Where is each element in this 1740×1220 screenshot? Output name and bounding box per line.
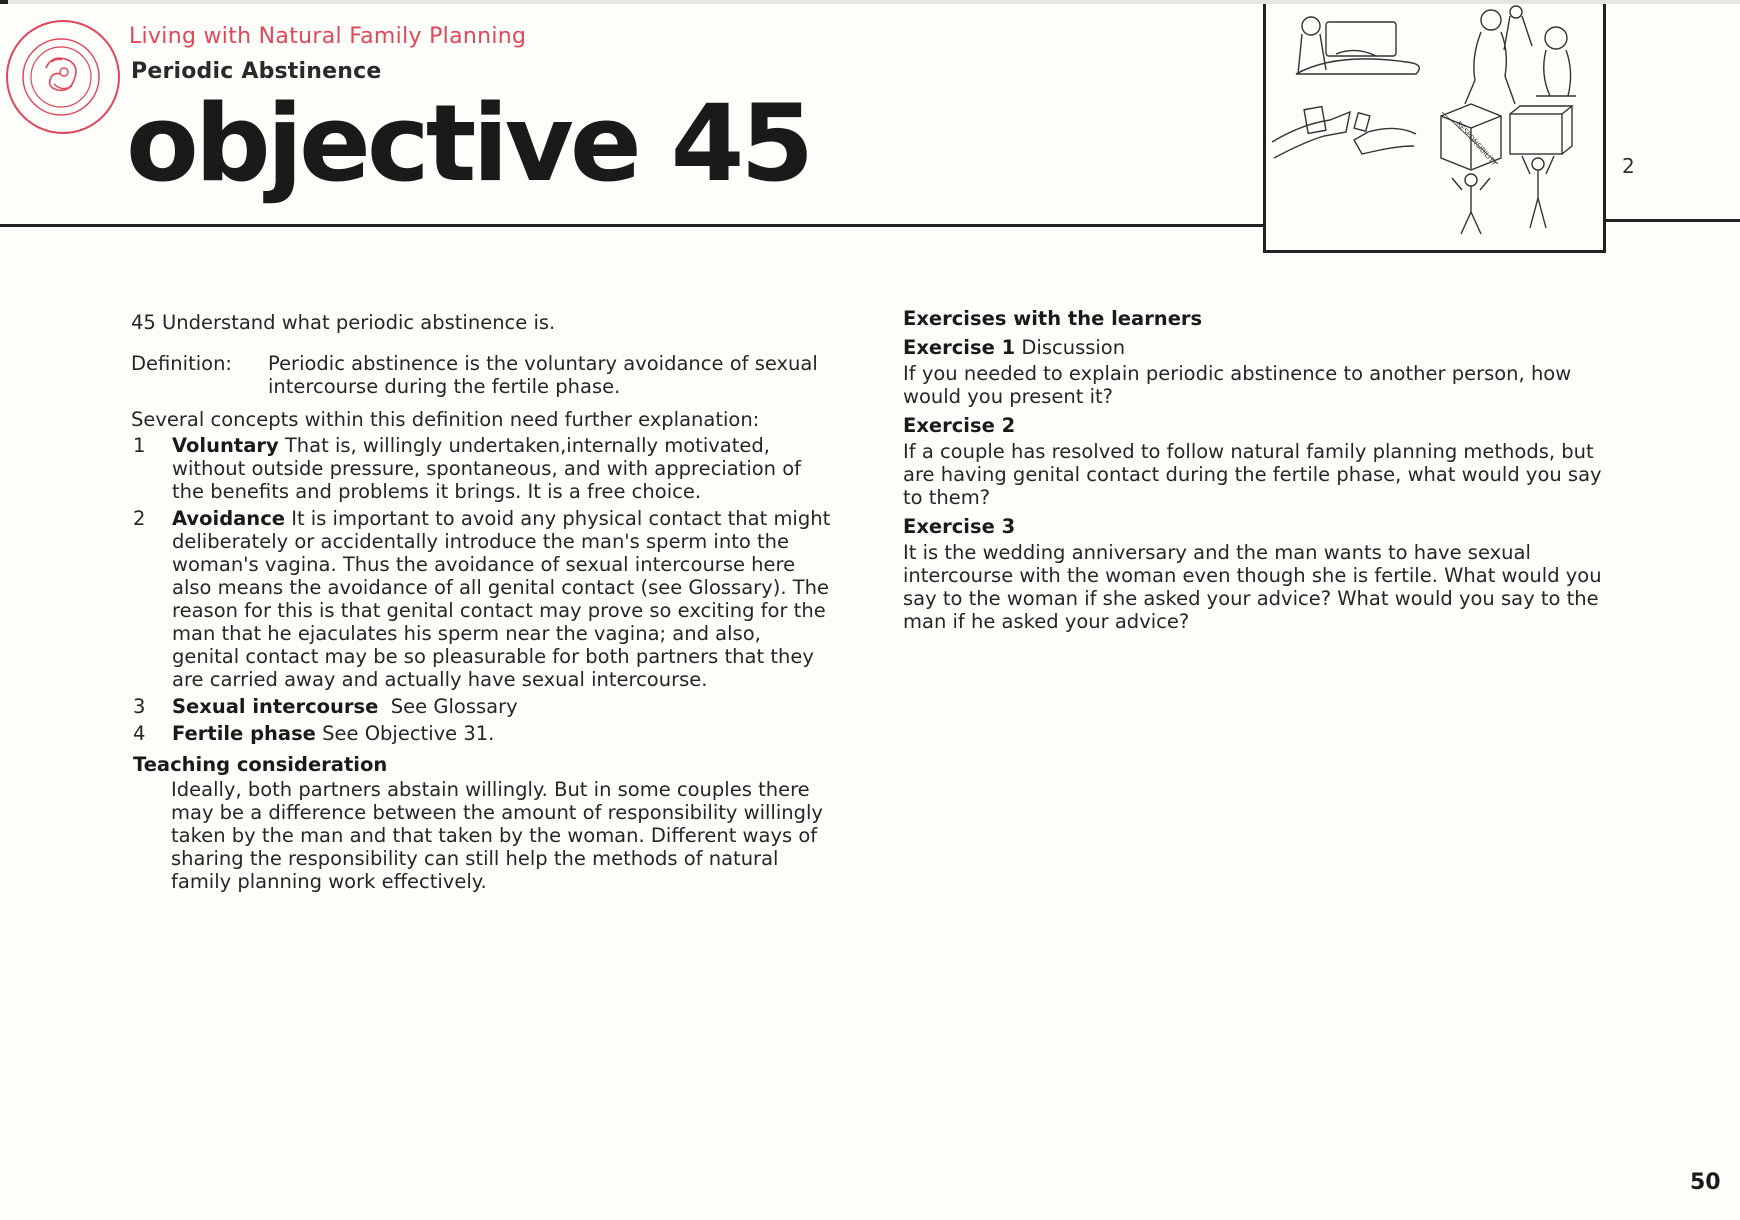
exercises-heading: Exercises with the learners — [903, 307, 1203, 330]
item-text: It is important to avoid any physical contact that might deliberately or accidentally introduce the man's sperm into the woman's vagina. Thus the avoidance of sexual intercourse here also means the avoidance of all genital contact (see Glossary). The reason for this is that genital contact may prove so exciting for the man that he ejaculates his sperm near the vagina; and also, genital contact may be so pleasurable for both partners that they are carried away and actually have sexual intercourse. — [172, 507, 831, 691]
exercise-block — [903, 515, 1623, 633]
definition-text: Periodic abstinence is the voluntary avoidance of sexual intercourse during the fertile phase. — [268, 352, 818, 398]
item-number: 4 — [133, 722, 146, 745]
item-number: 2 — [133, 507, 146, 530]
exercise-block — [903, 336, 1623, 408]
box-label-text: RESPONSIBILITY — [1454, 119, 1499, 168]
concepts-intro: Several concepts within this definition need further explanation: — [131, 408, 760, 431]
series-title: Living with Natural Family Planning — [129, 24, 527, 49]
item-number: 1 — [133, 434, 146, 457]
objective-statement: 45 Understand what periodic abstinence is. — [131, 311, 556, 334]
exercise-title: Exercise 1 — [903, 336, 1016, 359]
exercise-title: Exercise 3 — [903, 515, 1016, 538]
item-term: Avoidance — [172, 507, 285, 530]
right-column — [903, 307, 1623, 639]
item-text: See Objective 31. — [322, 722, 495, 745]
header-rule-right — [1604, 219, 1740, 222]
item-term: Voluntary — [172, 434, 279, 457]
definition-block — [131, 352, 831, 398]
teaching-heading: Teaching consideration — [133, 753, 388, 776]
item-text: See Glossary — [390, 695, 518, 718]
definition-label: Definition: — [131, 352, 232, 375]
objective-heading: objective 45 — [126, 82, 811, 205]
exercise-text: If you needed to explain periodic abstinence to another person, how would you present it? — [903, 362, 1572, 408]
item-text: That is, willingly undertaken,internally motivated, without outside pressure, spontaneous, and with appreciation of the benefits and problems it brings. It is a free choice. — [172, 434, 802, 503]
illustration-panel — [1263, 4, 1606, 253]
hands-exchange-drawing — [1272, 107, 1416, 158]
teaching-text: Ideally, both partners abstain willingly. But in some couples there may be a difference between the amount of responsibility willingly taken by the man and that taken by the woman. Different ways of sharing the responsibility can still help the methods of natural family planning work effectively. — [171, 778, 823, 893]
exercise-text: It is the wedding anniversary and the man wants to have sexual intercourse with the woman even though she is fertile. What would you say to the woman if she asked your advice? What would you say to the man if he asked your advice? — [903, 541, 1602, 633]
concept-item — [131, 507, 831, 691]
exercise-text: If a couple has resolved to follow natural family planning methods, but are having genital contact during the fertile phase, what would you say to them? — [903, 440, 1602, 509]
family-drawing — [1465, 6, 1576, 104]
side-number: 2 — [1622, 154, 1635, 178]
concept-item — [131, 434, 831, 503]
item-term: Fertile phase — [172, 722, 316, 745]
concept-item — [131, 722, 831, 745]
nfp-logo-seal — [4, 18, 122, 136]
exercise-title: Exercise 2 — [903, 414, 1016, 437]
page-number: 50 — [1690, 1170, 1721, 1195]
exercise-subtitle: Discussion — [1021, 336, 1126, 359]
exercise-block — [903, 414, 1623, 509]
couple-in-bed-drawing — [1296, 17, 1419, 74]
left-column — [131, 311, 831, 893]
illustration-drawings — [1266, 4, 1603, 250]
concept-item — [131, 695, 831, 718]
item-number: 3 — [133, 695, 146, 718]
item-term: Sexual intercourse — [172, 695, 379, 718]
section-title: Periodic Abstinence — [131, 59, 382, 84]
header-rule — [0, 224, 1264, 227]
